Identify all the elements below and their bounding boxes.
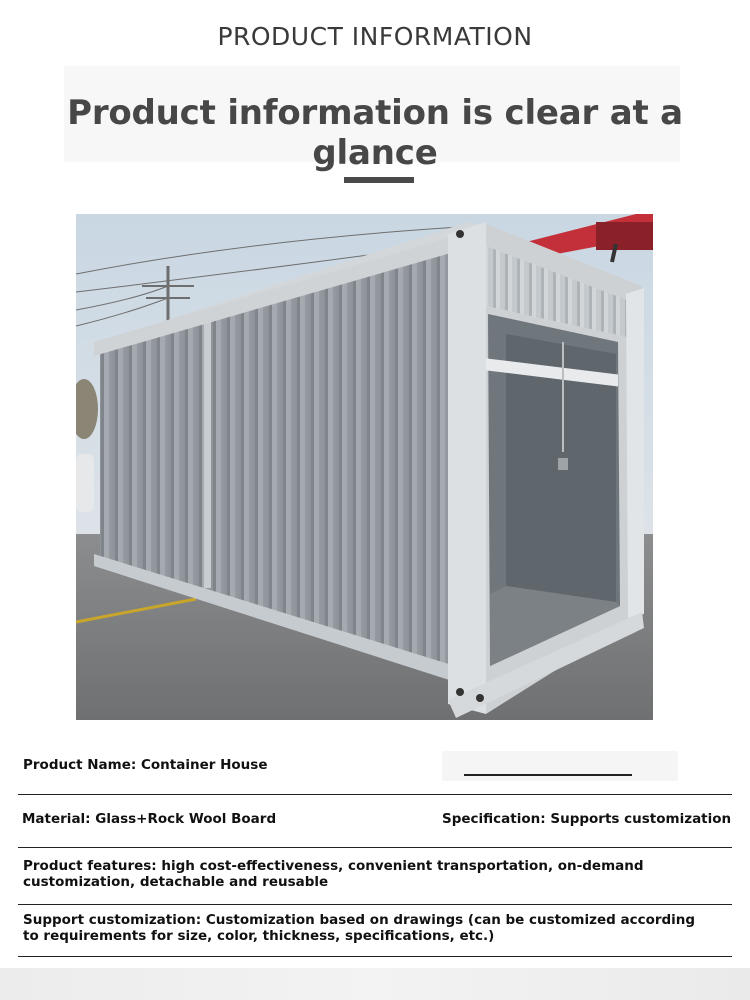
bolt-hole: [456, 688, 464, 696]
panel-seam: [204, 320, 211, 588]
bolt-hole: [476, 694, 484, 702]
corner-post-front: [448, 222, 486, 714]
info-row-features: [18, 848, 732, 905]
section-kicker: PRODUCT INFORMATION: [217, 22, 533, 51]
customization-value: Support customization: Customization based on drawings (can be customized according to requirements for size, color, thickness, specifications, etc.): [23, 912, 696, 944]
info-row-product-name: [18, 737, 732, 795]
material-value: Material: Glass+Rock Wool Board: [22, 811, 277, 827]
bolt-hole: [456, 230, 464, 238]
switch-box: [558, 458, 568, 470]
features-value: Product features: high cost-effectiveness, convenient transportation, on-demand customization, detachable and reusable: [23, 858, 644, 890]
info-row-material: [18, 795, 732, 848]
product-name-value: Product Name: Container House: [23, 757, 268, 773]
headline-divider: [344, 177, 414, 183]
parked-car: [76, 454, 94, 512]
specification-value: Specification: Supports customization: [442, 811, 732, 827]
footer-background: [0, 968, 750, 1000]
corner-post-rear: [626, 288, 644, 618]
info-row-customization: [18, 905, 732, 957]
product-photo: [76, 214, 653, 720]
faded-underline: [464, 774, 632, 776]
page-headline: Product information is clear at a glance: [67, 93, 683, 173]
faded-placeholder: [442, 751, 678, 781]
